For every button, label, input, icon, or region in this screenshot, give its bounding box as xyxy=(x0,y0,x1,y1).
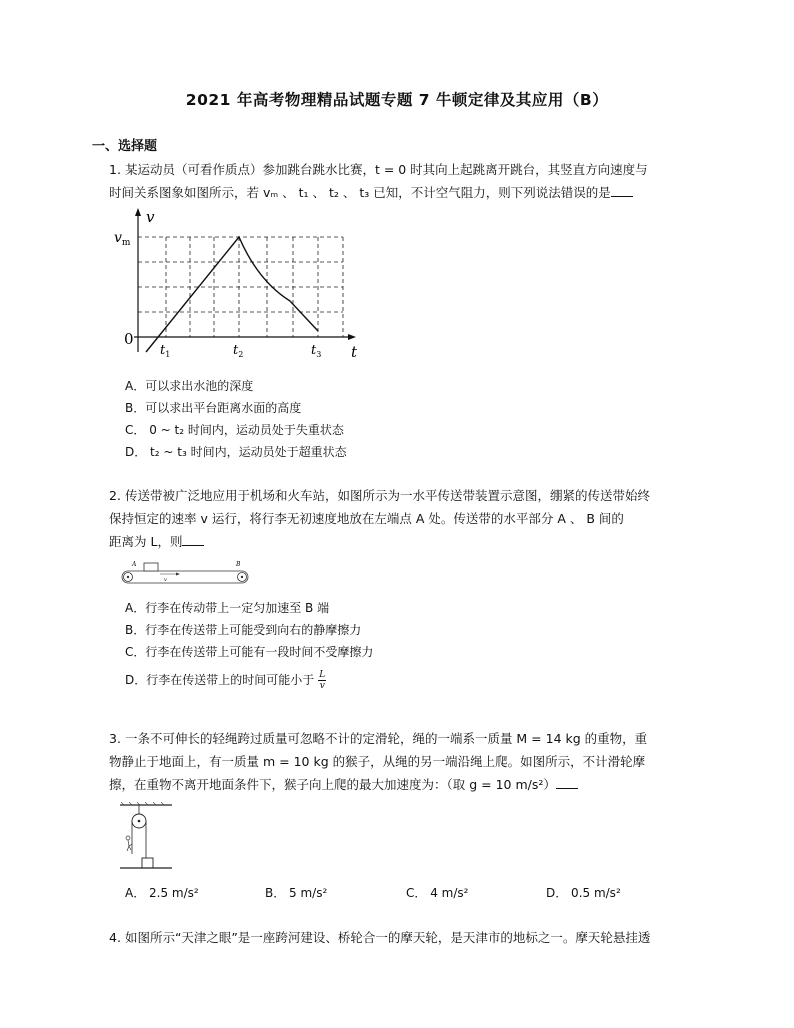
origin-label: 0 xyxy=(124,330,134,348)
question-2-line-1: 传送带被广泛地应用于机场和火车站，如图所示为一水平传送带装置示意图，绷紧的传送带始终 xyxy=(124,488,650,503)
question-1-options xyxy=(125,375,347,463)
option-a: A．可以求出水池的深度 xyxy=(125,379,254,393)
question-3-line-2: 物静止于地面上，有一质量 m = 10 kg 的猴子，从绳的另一端沿绳上爬。如图所示，不计滑轮摩 xyxy=(109,754,646,769)
t3-label: $t_3$ xyxy=(311,343,322,359)
t1-label: $t_1$ xyxy=(160,343,171,359)
question-3-line-1: 一条不可伸长的轻绳跨过质量可忽略不计的定滑轮，绳的一端系一质量 M = 14 kg 的重物，重 xyxy=(124,731,648,746)
answer-blank xyxy=(556,776,578,789)
answer-blank xyxy=(611,184,633,197)
v-axis-label: v xyxy=(146,208,155,226)
conveyor-belt-diagram xyxy=(118,557,254,587)
option-c: C． 4 m/s² xyxy=(406,886,469,900)
question-1-line-2: 时间关系图象如图所示，若 vₘ 、 t₁ 、 t₂ 、 t₃ 已知，不计空气阻力，则下列说法错误的是 xyxy=(109,185,611,200)
heavy-block xyxy=(142,858,153,868)
question-4-line-1: 如图所示“天津之眼”是一座跨河建设、桥轮合一的摩天轮，是天津市的地标之一。摩天轮悬挂透 xyxy=(124,930,651,945)
answer-blank xyxy=(182,533,204,546)
fraction-l-over-v: $\frac{L}{v}$ xyxy=(319,670,326,691)
vm-label: $v_m$ xyxy=(114,230,131,248)
option-b: B．行李在传送带上可能受到向右的静摩擦力 xyxy=(125,623,362,637)
option-c: C．行李在传送带上可能有一段时间不受摩擦力 xyxy=(125,645,374,659)
question-number: 3. xyxy=(109,731,121,746)
velocity-time-graph xyxy=(110,206,370,362)
t-axis-arrow xyxy=(348,334,356,340)
question-3-line-3: 擦，在重物不离开地面条件下，猴子向上爬的最大加速度为：（取 g = 10 m/s²） xyxy=(109,777,556,792)
option-d: D． 0.5 m/s² xyxy=(546,886,621,900)
t2-label: $t_2$ xyxy=(233,343,244,359)
point-a-label: A xyxy=(132,561,137,568)
question-2-text xyxy=(109,484,704,553)
question-2-line-3: 距离为 L，则 xyxy=(109,534,183,549)
option-c: C． 0 ~ t₂ 时间内，运动员处于失重状态 xyxy=(125,423,344,437)
option-a: A． 2.5 m/s² xyxy=(125,886,199,900)
question-2-options xyxy=(125,597,373,691)
graph-grid xyxy=(138,237,343,337)
question-1-line-1: 某运动员（可看作质点）参加跳台跳水比赛，t = 0 时其向上起跳离开跳台，其竖直方向速度与 xyxy=(124,162,648,177)
monkey-figure xyxy=(126,836,132,851)
luggage-box xyxy=(144,563,158,571)
belt-v-label: v xyxy=(164,577,167,583)
velocity-curve xyxy=(146,237,318,352)
question-4-text xyxy=(109,926,704,949)
question-2-line-2: 保持恒定的速率 v 运行，将行李无初速度地放在左端点 A 处。传送带的水平部分 A 、 B 间的 xyxy=(109,511,624,526)
question-number: 4. xyxy=(109,930,121,945)
v-axis-arrow xyxy=(135,208,141,216)
point-b-label: B xyxy=(236,561,241,568)
option-a: A．行李在传动带上一定匀加速至 B 端 xyxy=(125,601,330,615)
page-title: 2021 年高考物理精品试题专题 7 牛顿定律及其应用（B） xyxy=(185,91,609,109)
option-b: B．可以求出平台距离水面的高度 xyxy=(125,401,302,415)
pulley-monkey-diagram xyxy=(118,802,178,874)
option-d: D．行李在传送带上的时间可能小于 $\frac{L}{v}$ xyxy=(125,670,326,691)
option-b: B． 5 m/s² xyxy=(265,886,328,900)
question-number: 2. xyxy=(109,488,121,503)
option-d: D． t₂ ~ t₃ 时间内，运动员处于超重状态 xyxy=(125,445,347,459)
question-3-text xyxy=(109,727,704,796)
t-axis-label: t xyxy=(351,343,358,361)
section-heading: 一、选择题 xyxy=(92,139,158,154)
question-number: 1. xyxy=(109,162,121,177)
question-1-text xyxy=(109,158,704,204)
